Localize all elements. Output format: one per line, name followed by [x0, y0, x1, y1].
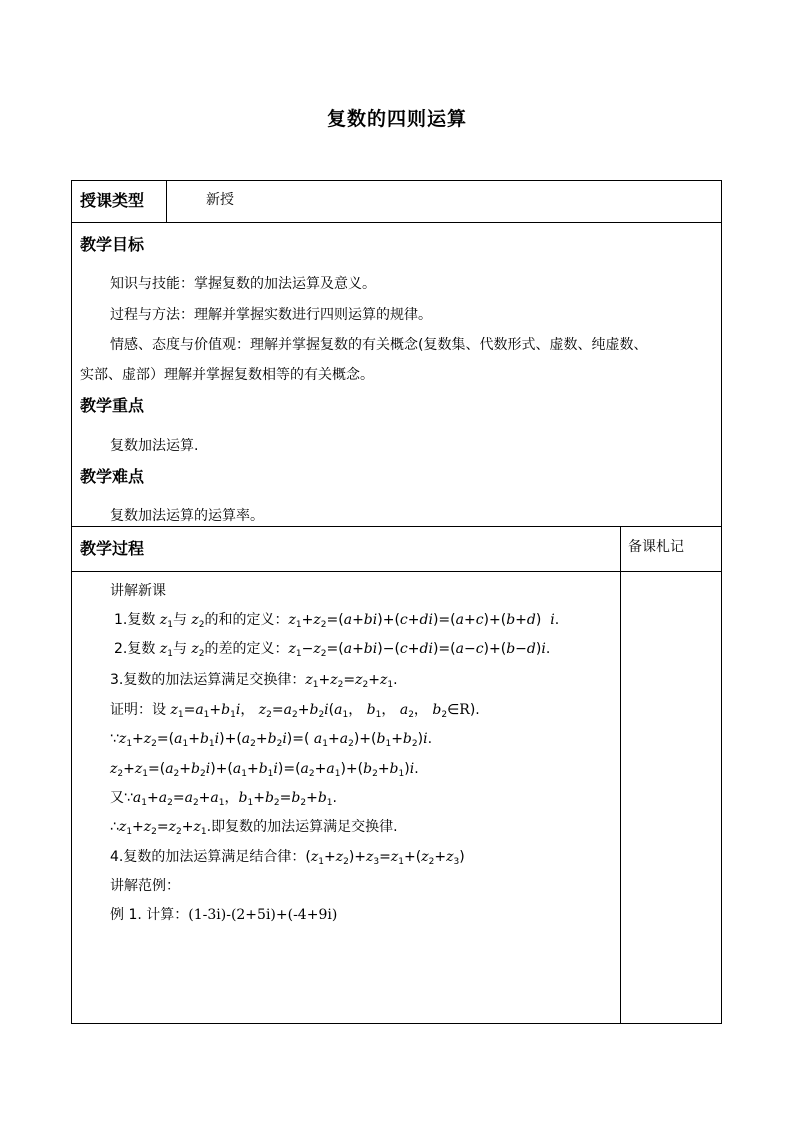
page-title: 复数的四则运算: [326, 108, 467, 130]
examples-heading: 讲解范例：: [110, 878, 180, 894]
column-divider: [620, 526, 621, 1024]
intro-line: 讲解新课: [110, 583, 166, 599]
objective-line: 情感、态度与价值观：理解并掌握复数的有关概念(复数集、代数形式、虚数、纯虚数、: [110, 337, 648, 353]
example-1-line: 例 1. 计算：(1-3i)-(2+5i)+(-4+9i): [110, 907, 338, 923]
objective-line: 过程与方法：理解并掌握实数进行四则运算的规律。: [110, 307, 432, 323]
objectives-heading: 教学目标: [80, 235, 145, 254]
row-divider: [71, 222, 722, 223]
key-point-heading: 教学重点: [80, 396, 145, 415]
notes-heading: 备课札记: [628, 539, 684, 555]
course-type-value: 新授: [206, 192, 234, 208]
key-point-text: 复数加法运算.: [110, 438, 199, 454]
objective-line: 知识与技能：掌握复数的加法运算及意义。: [110, 276, 376, 292]
proof-step-line: 又$\because a_1+a_2=a_2+a_1$，$b_1+b_2=b_2+b_1$.: [110, 790, 337, 808]
row-divider: [71, 571, 722, 572]
difference-definition-line: 2.复数 $z_1$与 $z_2$的差的定义：$z_1-z_2=(a+bi)-(c+di)=(a-c)+(b-d)i$.: [114, 641, 551, 659]
row-divider: [71, 526, 722, 527]
proof-conclusion-line: $\therefore z_1+z_2=z_2+z_1$.即复数的加法运算满足交换律.: [110, 819, 398, 837]
course-type-label: 授课类型: [80, 191, 145, 210]
proof-step-line: $\because z_1+z_2=(a_1+b_1i)+(a_2+b_2i)=$( $a_1+a_2)+(b_1+b_2)i$.: [110, 731, 433, 749]
proof-step-line: $z_2+z_1=(a_2+b_2i)+(a_1+b_1i)=(a_2+a_1)+(b_2+b_1)i$.: [110, 761, 419, 779]
proof-line: 证明：设 $z_1=a_1+b_1i$， $z_2=a_2+b_2i(a_1$， $b_1$， $a_2$， $b_2\in R$).: [110, 702, 480, 720]
difficulty-text: 复数加法运算的运算率。: [110, 508, 264, 524]
sum-definition-line: 1.复数 $z_1$与 $z_2$的和的定义：$z_1+z_2=(a+bi)+(c+di)=(a+c)+(b+d)$ i.: [114, 612, 560, 630]
process-heading: 教学过程: [80, 539, 145, 558]
difficulty-heading: 教学难点: [80, 467, 145, 486]
column-divider: [166, 180, 167, 223]
commutative-law-line: 3.复数的加法运算满足交换律：$z_1+z_2=z_2+z_1$.: [110, 672, 398, 690]
objective-line: 实部、虚部）理解并掌握复数相等的有关概念。: [80, 367, 374, 383]
associative-law-line: 4.复数的加法运算满足结合律：$(z_1+z_2)+z_3=z_1+(z_2+z_3)$: [110, 849, 465, 867]
